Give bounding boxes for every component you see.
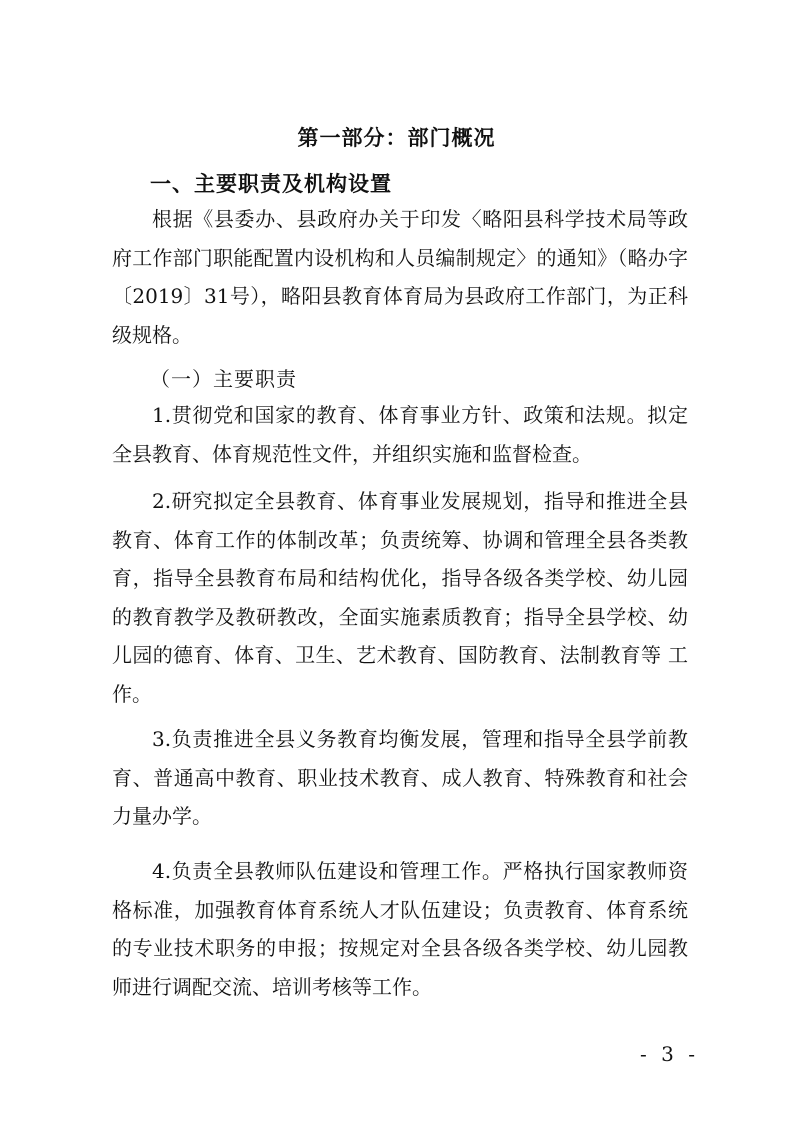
page-title: 第一部分：部门概况 — [297, 125, 496, 150]
duty-block-2 — [112, 482, 688, 713]
duty-paragraph-4: 4.负责全县教师队伍建设和管理工作。严格执行国家教师资格标准，加强教育体育系统人才队伍建设；负责教育、体育系统的专业技术职务的申报；按规定对全县各级各类学校、幼儿园教师进行调配交流、培训考核等工作。 — [112, 859, 688, 999]
duty-block-3 — [112, 720, 688, 836]
intro-paragraph-block — [112, 200, 688, 354]
duty-block-1 — [112, 396, 688, 473]
duty-paragraph-2: 2.研究拟定全县教育、体育事业发展规划，指导和推进全县教育、体育工作的体制改革；负责统筹、协调和管理全县各类教育，指导全县教育布局和结构优化，指导各级各类学校、幼儿园的教育教学及教研教改，全面实施素质教育；指导全县学校、幼儿园的德育、体育、卫生、艺术教育、国防教育、法制教育等 工作。 — [112, 489, 688, 706]
duty-block-4 — [112, 852, 688, 1006]
section-heading: 一、主要职责及机构设置 — [150, 172, 392, 196]
duty-paragraph-3: 3.负责推进全县义务教育均衡发展，管理和指导全县学前教育、普通高中教育、职业技术教育、成人教育、特殊教育和社会力量办学。 — [112, 727, 688, 828]
subheading: （一）主要职责 — [150, 367, 297, 391]
page-number: - 3 - — [640, 1042, 699, 1066]
duty-paragraph-1: 1.贯彻党和国家的教育、体育事业方针、政策和法规。拟定全县教育、体育规范性文件，并组织实施和监督检查。 — [112, 403, 688, 466]
intro-paragraph: 根据《县委办、县政府办关于印发〈略阳县科学技术局等政府工作部门职能配置内设机构和人员编制规定〉的通知》（略办字〔2019〕31号），略阳县教育体育局为县政府工作部门，为正科级规格。 — [112, 207, 688, 347]
